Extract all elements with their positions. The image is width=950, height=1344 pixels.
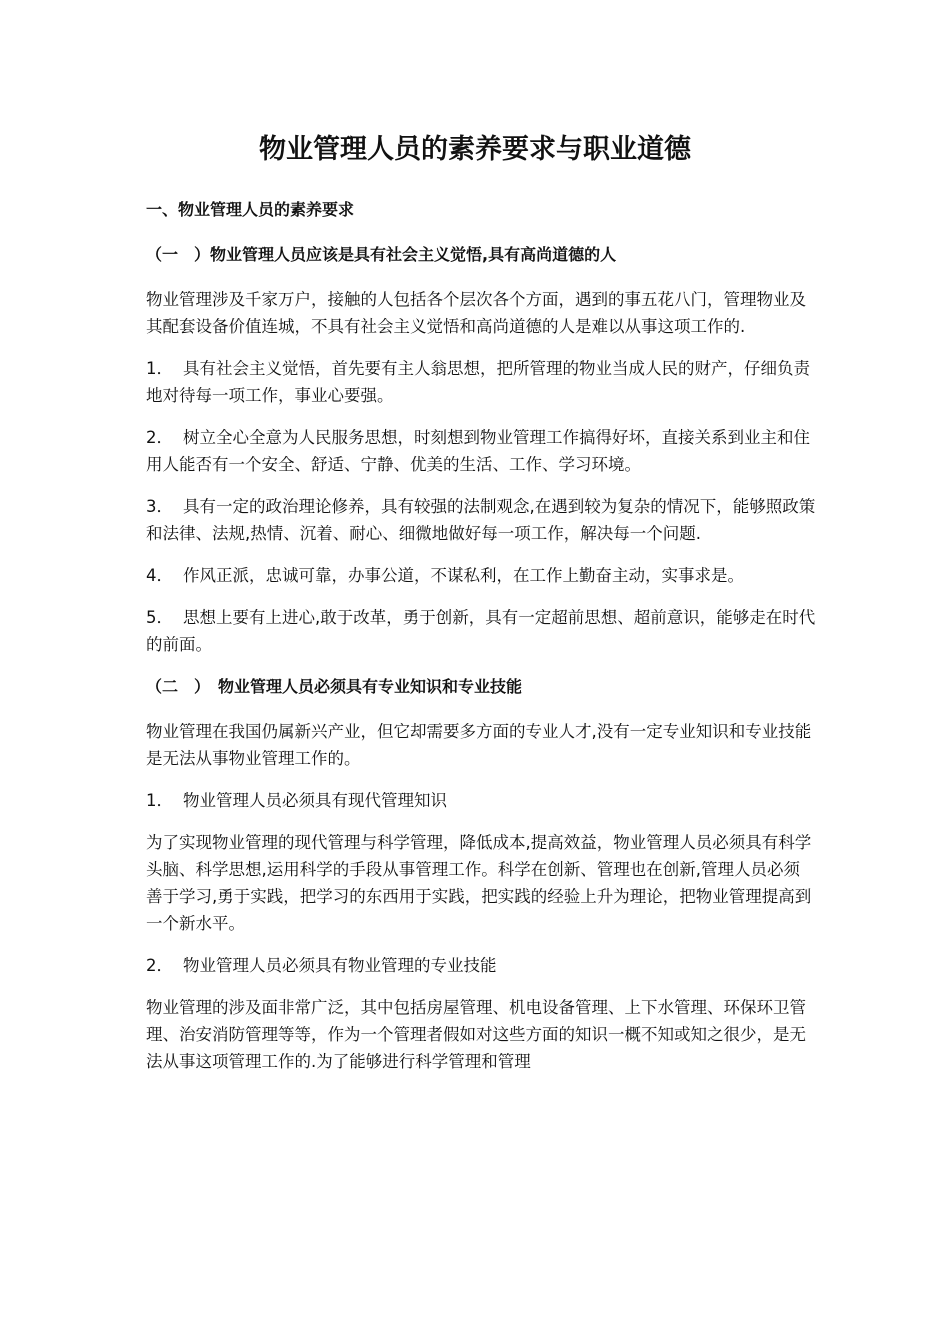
list-item-number: 2． <box>146 428 173 447</box>
subsection-2-intro: 物业管理在我国仍属新兴产业，但它却需要多方面的专业人才,没有一定专业知识和专业技能是无法从事物业管理工作的。 <box>146 722 812 768</box>
section-heading-1: 一、物业管理人员的素养要求 <box>146 200 355 219</box>
list-item-number: 5． <box>146 608 173 627</box>
list-item <box>146 424 816 478</box>
list-item-title <box>146 952 816 979</box>
list-item <box>146 562 816 589</box>
list-item-number: 1． <box>146 359 173 378</box>
list-item-text: 物业管理人员必须具有物业管理的专业技能 <box>183 956 497 975</box>
list-item-number: 1． <box>146 791 173 810</box>
list-item-number: 3． <box>146 497 173 516</box>
list-item <box>146 355 816 409</box>
list-item-text: 具有社会主义觉悟，首先要有主人翁思想，把所管理的物业当成人民的财产，仔细负责地对待每一项工作，事业心要强。 <box>146 359 810 405</box>
document-title: 物业管理人员的素养要求与职业道德 <box>259 134 691 165</box>
list-item-text: 作风正派，忠诚可靠，办事公道，不谋私利，在工作上勤奋主动，实事求是。 <box>183 566 744 585</box>
list-item-title <box>146 787 816 814</box>
list-item-text: 思想上要有上进心,敢于改革，勇于创新，具有一定超前思想、超前意识，能够走在时代的前面。 <box>146 608 816 654</box>
list-item-number: 4． <box>146 566 173 585</box>
list-item-number: 2． <box>146 956 173 975</box>
document-body <box>146 196 816 1090</box>
list-item-text: 树立全心全意为人民服务思想，时刻想到物业管理工作搞得好坏，直接关系到业主和住用人能否有一个安全、舒适、宁静、优美的生活、工作、学习环境。 <box>146 428 810 474</box>
subsection-heading-2: （二 ） 物业管理人员必须具有专业知识和专业技能 <box>146 677 523 696</box>
list-item-text: 具有一定的政治理论修养，具有较强的法制观念,在遇到较为复杂的情况下，能够照政策和法律、法规,热情、沉着、耐心、细微地做好每一项工作，解决每一个问题. <box>146 497 816 543</box>
list-item-text: 物业管理人员必须具有现代管理知识 <box>183 791 447 810</box>
subsection-1-intro: 物业管理涉及千家万户，接触的人包括各个层次各个方面，遇到的事五花八门，管理物业及其配套设备价值连城，不具有社会主义觉悟和高尚道德的人是难以从事这项工作的. <box>146 290 806 336</box>
list-item <box>146 604 816 658</box>
subsection-heading-1: （一 ）物业管理人员应该是具有社会主义觉悟,具有高尚道德的人 <box>146 245 617 264</box>
list-item <box>146 493 816 547</box>
list-item-body: 物业管理的涉及面非常广泛，其中包括房屋管理、机电设备管理、上下水管理、环保环卫管理、治安消防管理等等，作为一个管理者假如对这些方面的知识一概不知或知之很少，是无法从事这项管理工作的.为了能够进行科学管理和管理 <box>146 998 806 1071</box>
list-item-body: 为了实现物业管理的现代管理与科学管理，降低成本,提高效益，物业管理人员必须具有科学头脑、科学思想,运用科学的手段从事管理工作。科学在创新、管理也在创新,管理人员必须善于学习,勇于实践，把学习的东西用于实践，把实践的经验上升为理论，把物业管理提高到一个新水平。 <box>146 833 812 933</box>
